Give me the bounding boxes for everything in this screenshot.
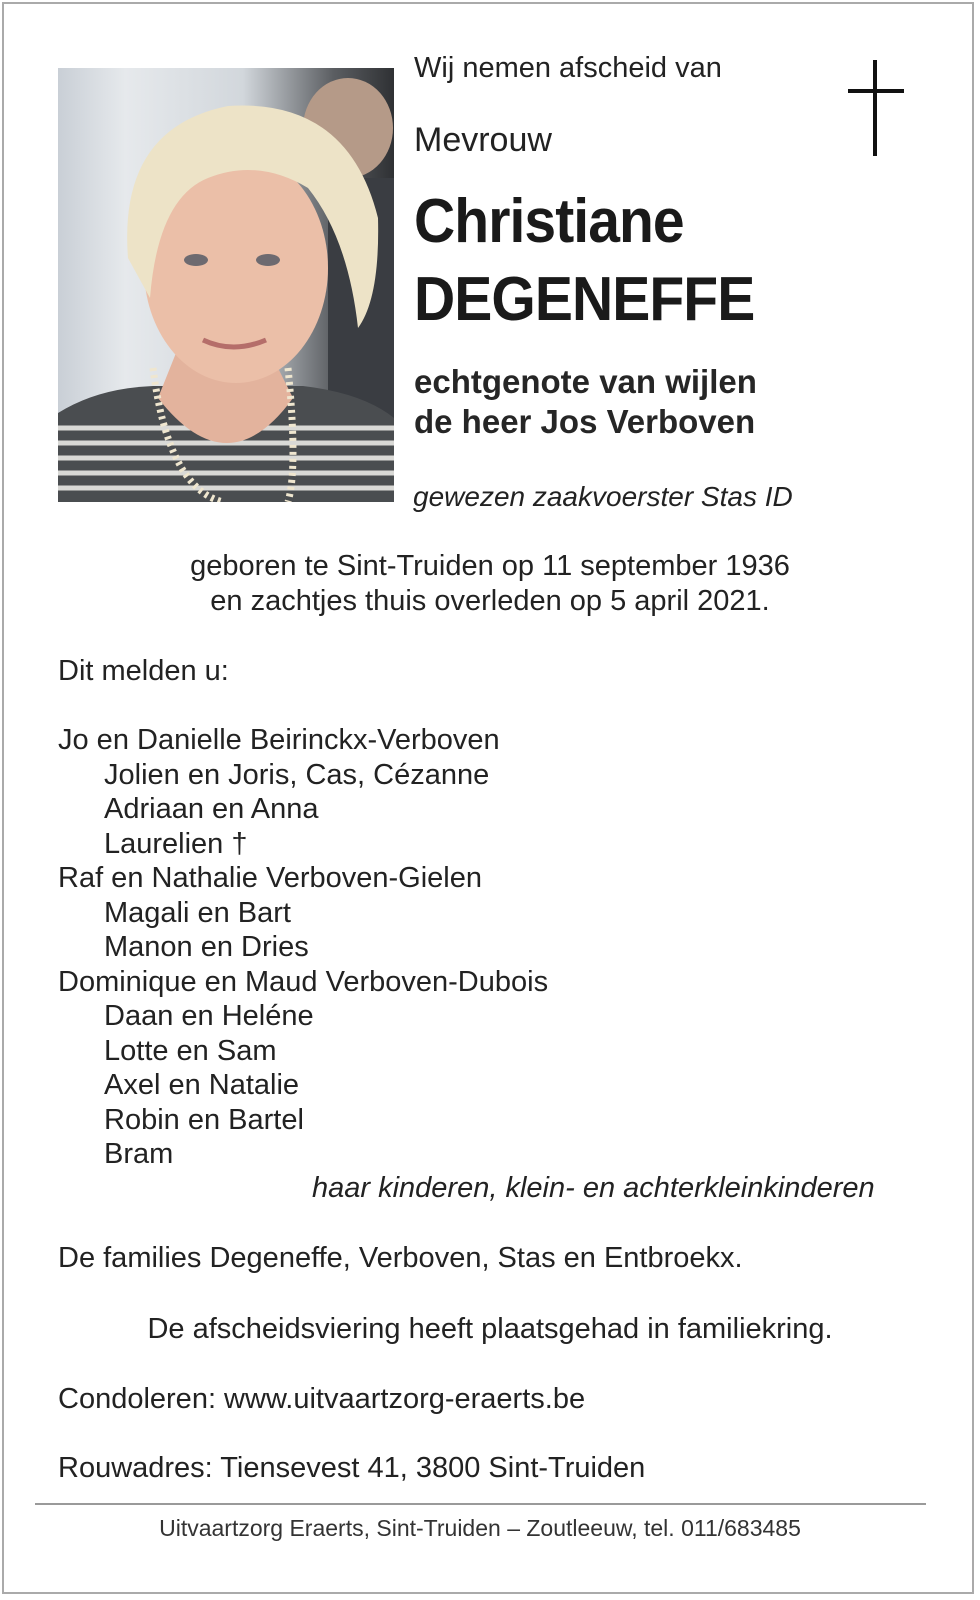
intro-text: Wij nemen afscheid van: [414, 52, 722, 84]
birth-line: geboren te Sint-Truiden op 11 september 1936: [190, 550, 790, 582]
cross-icon: [848, 60, 904, 156]
footer-divider: [35, 1503, 926, 1505]
footer-text: Uitvaartzorg Eraerts, Sint-Truiden – Zoutleeuw, tel. 011/683485: [159, 1515, 801, 1541]
grandchild-line: Manon en Dries: [104, 931, 309, 963]
family-summary: haar kinderen, klein- en achterkleinkinderen: [312, 1172, 875, 1204]
family-parents-2: Raf en Nathalie Verboven-Gielen: [58, 862, 482, 894]
family-parents-1: Jo en Danielle Beirinckx-Verboven: [58, 724, 500, 756]
occupation: gewezen zaakvoerster Stas ID: [413, 481, 793, 512]
families-line: De families Degeneffe, Verboven, Stas en Entbroekx.: [58, 1242, 743, 1274]
last-name: DEGENEFFE: [414, 265, 755, 334]
honorific: Mevrouw: [414, 121, 552, 159]
grandchild-line: Magali en Bart: [104, 897, 291, 929]
announce-heading: Dit melden u:: [58, 655, 229, 687]
grandchild-line: Daan en Heléne: [104, 1000, 314, 1032]
address-line: Rouwadres: Tiensevest 41, 3800 Sint-Truiden: [58, 1452, 646, 1484]
condolences-line: Condoleren: www.uitvaartzorg-eraerts.be: [58, 1383, 586, 1415]
spouse-line-2: de heer Jos Verboven: [414, 403, 756, 440]
death-line: en zachtjes thuis overleden op 5 april 2021.: [210, 585, 770, 617]
first-name: Christiane: [414, 187, 684, 256]
grandchild-line: Robin en Bartel: [104, 1104, 304, 1136]
spouse-line-1: echtgenote van wijlen: [414, 363, 757, 400]
family-parents-3: Dominique en Maud Verboven-Dubois: [58, 966, 549, 998]
grandchild-line: Jolien en Joris, Cas, Cézanne: [104, 759, 490, 791]
grandchild-line: Lotte en Sam: [104, 1035, 277, 1067]
grandchild-line: Axel en Natalie: [104, 1069, 300, 1101]
grandchild-line: Adriaan en Anna: [104, 793, 319, 825]
grandchild-line: Bram: [104, 1138, 174, 1170]
portrait-photo: [58, 68, 394, 502]
grandchild-line: Laurelien †: [104, 828, 248, 860]
ceremony-line: De afscheidsviering heeft plaatsgehad in familiekring.: [147, 1313, 833, 1345]
